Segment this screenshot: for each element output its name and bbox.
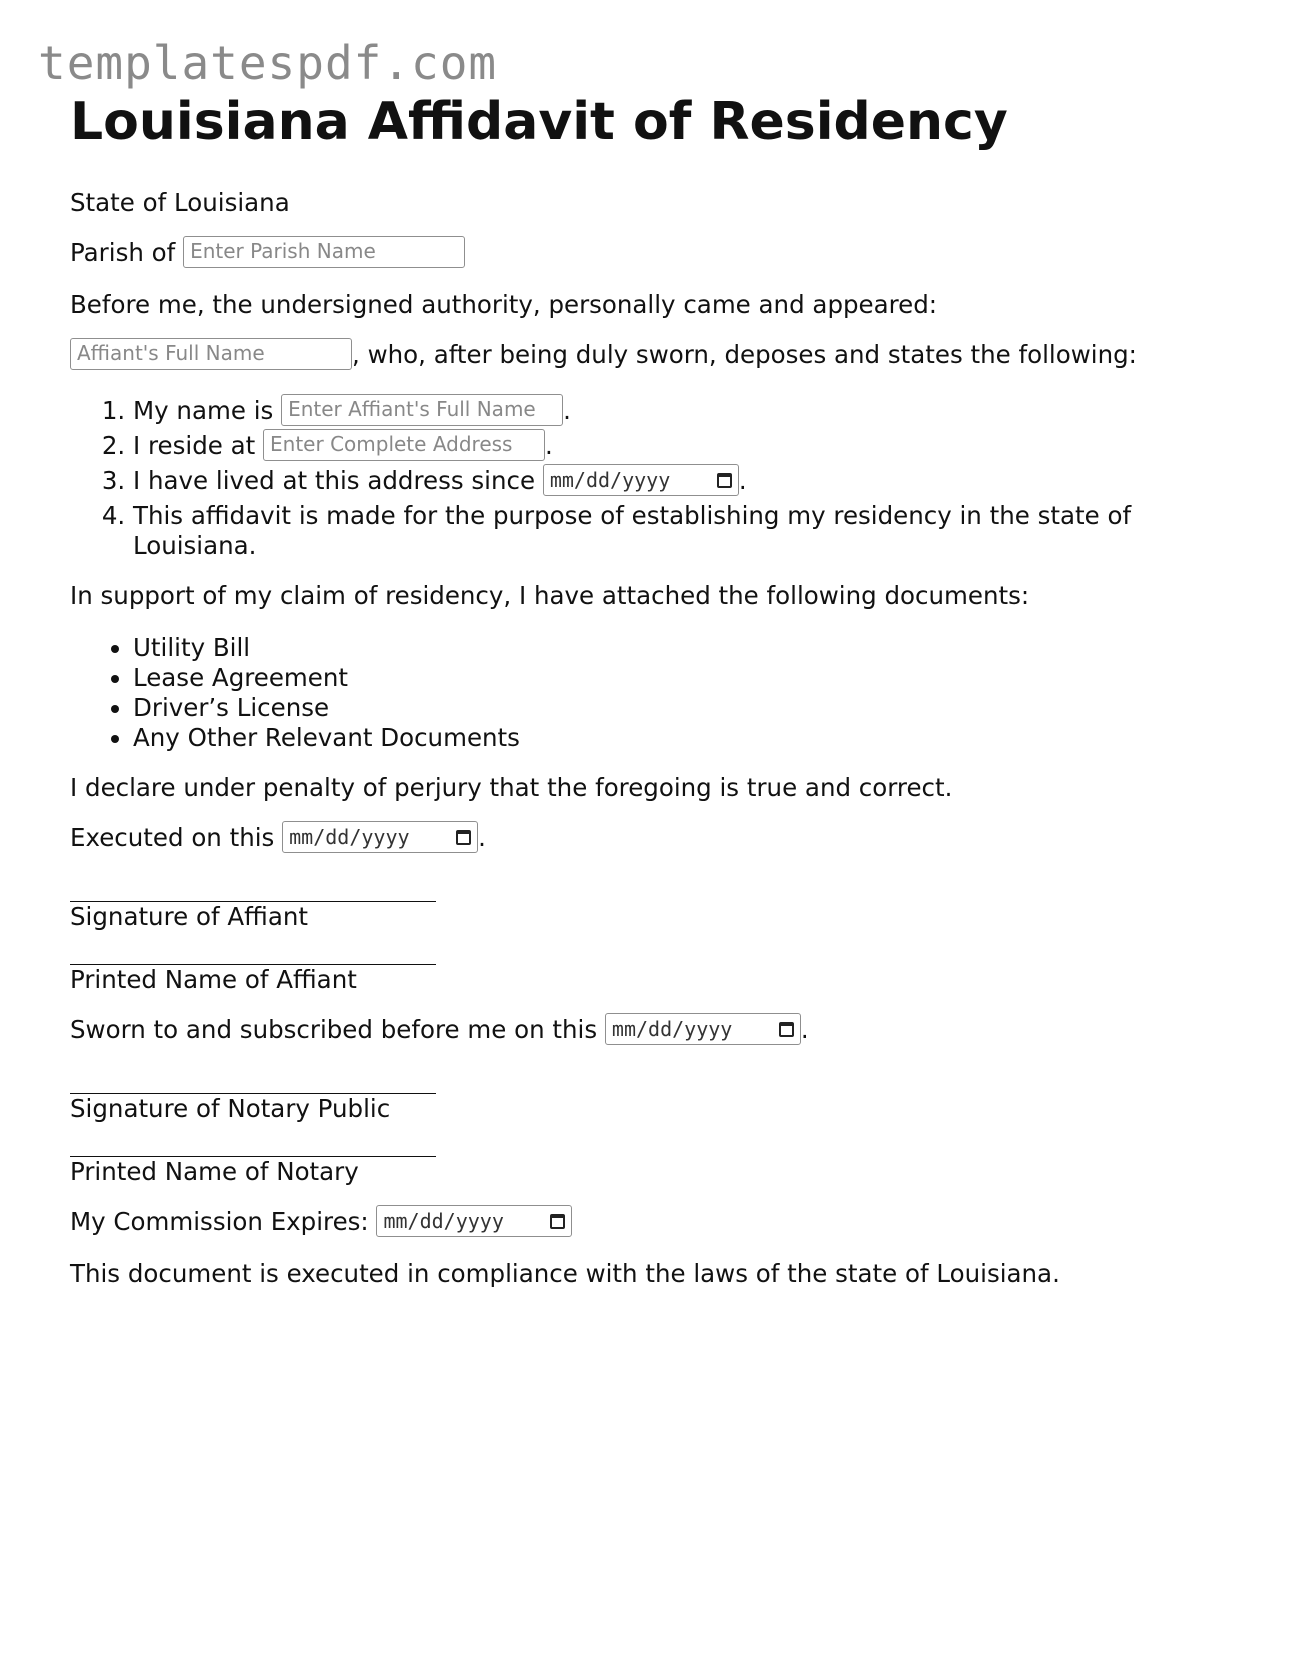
notary-signature-block bbox=[70, 1093, 1250, 1124]
commission-line: My Commission Expires: mm/dd/yyyy bbox=[70, 1207, 1250, 1239]
parish-input[interactable]: Enter Parish Name bbox=[183, 236, 465, 268]
signature-label: Signature of Notary Public bbox=[70, 1094, 391, 1123]
state-line: State of Louisiana bbox=[70, 188, 290, 217]
parish-label: Parish of bbox=[70, 238, 176, 267]
executed-date-input[interactable]: mm/dd/yyyy bbox=[282, 821, 478, 853]
commission-date-input[interactable]: mm/dd/yyyy bbox=[376, 1205, 572, 1237]
declaration-line: I declare under penalty of perjury that the foregoing is true and correct. bbox=[70, 773, 953, 802]
signature-label: Printed Name of Affiant bbox=[70, 965, 357, 994]
sworn-line: Sworn to and subscribed before me on this mm/dd/yyyy . bbox=[70, 1015, 809, 1044]
signature-label: Printed Name of Notary bbox=[70, 1157, 359, 1186]
watermark: templatespdf.com bbox=[38, 36, 498, 90]
calendar-icon[interactable] bbox=[550, 1214, 565, 1229]
calendar-icon[interactable] bbox=[779, 1022, 794, 1037]
sworn-date-input[interactable]: mm/dd/yyyy bbox=[605, 1013, 801, 1045]
list-item: • Driver’s License bbox=[133, 693, 1250, 723]
calendar-icon[interactable] bbox=[456, 830, 471, 845]
list-item: • Any Other Relevant Documents bbox=[133, 723, 1250, 753]
list-item: • Utility Bill bbox=[133, 633, 1250, 663]
statement-since: 3. I have lived at this address since mm/dd/yyyy . bbox=[133, 466, 1250, 498]
documents-list bbox=[70, 633, 1250, 753]
affiant-suffix: , who, after being duly sworn, deposes and states the following: bbox=[352, 340, 1137, 369]
parish-line bbox=[70, 238, 1250, 270]
support-line: In support of my claim of residency, I have attached the following documents: bbox=[70, 581, 1030, 610]
since-date-input[interactable]: mm/dd/yyyy bbox=[543, 464, 739, 496]
statement-address: 2. I reside at Enter Complete Address . bbox=[133, 431, 1250, 463]
affiant-printed-name-block bbox=[70, 964, 1250, 995]
list-item: • Lease Agreement bbox=[133, 663, 1250, 693]
affidavit-form bbox=[70, 88, 1250, 1289]
address-input[interactable]: Enter Complete Address bbox=[263, 429, 545, 461]
affiant-name-input[interactable]: Affiant's Full Name bbox=[70, 338, 352, 370]
notary-printed-name-block bbox=[70, 1156, 1250, 1187]
appearance-line: Before me, the undersigned authority, personally came and appeared: bbox=[70, 290, 938, 319]
statement-purpose: 4. This affidavit is made for the purpose of establishing my residency in the state of Louisiana. bbox=[133, 501, 1250, 561]
executed-line: Executed on this mm/dd/yyyy . bbox=[70, 823, 486, 852]
statement-name: 1. My name is Enter Affiant's Full Name . bbox=[133, 396, 1250, 428]
name-input[interactable]: Enter Affiant's Full Name bbox=[281, 394, 563, 426]
page-title: Louisiana Affidavit of Residency bbox=[70, 92, 1008, 152]
affiant-signature-block bbox=[70, 901, 1250, 932]
calendar-icon[interactable] bbox=[717, 473, 732, 488]
signature-label: Signature of Affiant bbox=[70, 902, 308, 931]
compliance-line: This document is executed in compliance with the laws of the state of Louisiana. bbox=[70, 1259, 1060, 1288]
statements-list bbox=[70, 396, 1250, 561]
affiant-line bbox=[70, 340, 1250, 372]
